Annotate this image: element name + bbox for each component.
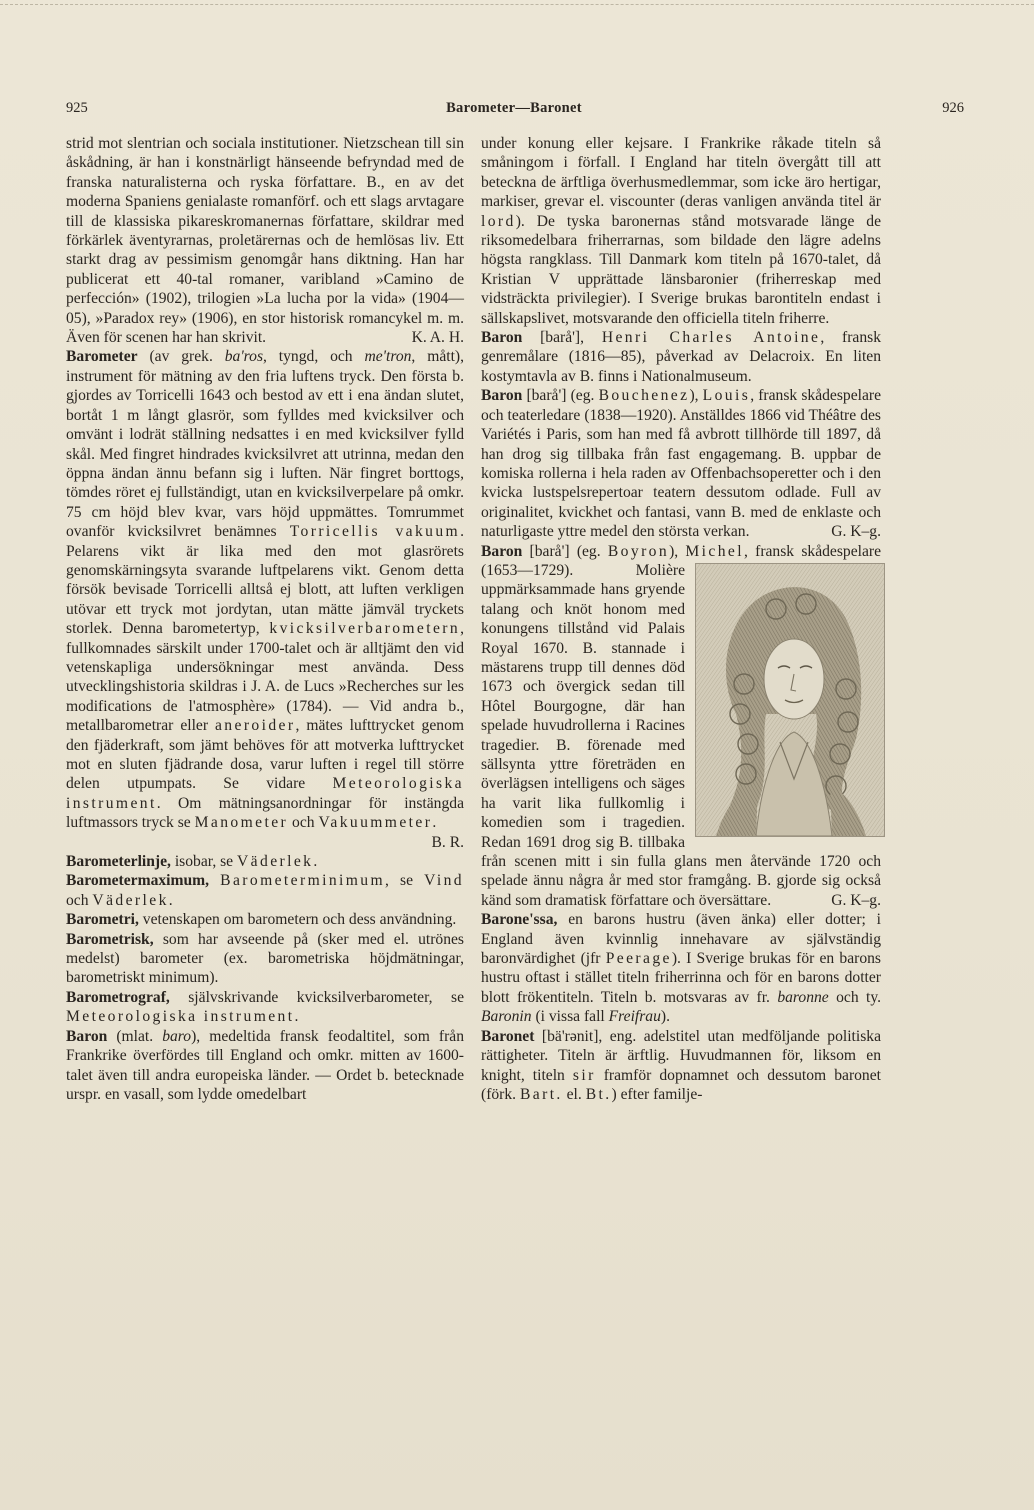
top-rule bbox=[0, 0, 1034, 5]
headword: Barometermaximum, bbox=[66, 872, 210, 890]
entry-text: , fransk skådespelare och teaterledare (1838—1920). Anställdes 1866 vid Théâtre des Variétés i Paris, som han med få avbrott tillhörde till 1897, då han drog sig tillbaka från fast engagemang. B. uppbar de komiska rollerna i hela raden av Offenbachsoperetter och i den kvicka lustspelsrepertoar teatern dessutom odlade. Full av originalitet, kvickhet och fantasi, vann B. med de enklaste och naturligaste yttre medel den största verkan. bbox=[481, 387, 881, 541]
entry-text: , fransk skådespelare (1653—1729). Molière uppmärksammade hans gryende talang och knöt honom med konungens tillstånd vid Palais Royal 1670. B. stannade i mästarens trupp till dennes död 1673 och övergick sedan till Hôtel Bourgogne, där han spelade huvudrollerna i Racines tragedier. B. förenade med sällsynta yttre företräden en överlägsen intelligens och säges ha varit lika fullkomlig i komedien som i tragedien. Redan 1691 drog sig B. tillbaka från scenen mitt i sin fulla glans men återvände 1720 och spelade ännu några år med stor framgång. B. gjorde sig också känd som dramatisk författare och översättare. bbox=[481, 542, 881, 909]
entry-text: , mätes lufttrycket genom den fjäderkraft, som jämt behöves för att motverka lufttrycket mot en sluten fjädrande dosa, varur luften i regel till större delen utpumpats. Se vidare bbox=[66, 717, 464, 793]
cross-reference: Manometer bbox=[194, 814, 289, 832]
entry-barometrograf bbox=[66, 988, 464, 1027]
entry-text: [barå'] (eg. bbox=[522, 387, 599, 405]
cross-reference: Peerage bbox=[605, 950, 672, 968]
entry-text: strid mot slentrian och sociala institutioner. Nietzschean till sin åskådning, är han i konstnärligt hänseende befryndad med de franska naturalisterna och ryska författare. B., en av det moderna Spaniens genialaste romanförf. och ett slags arvtagare till de klassiska pikareskromanernas författare, skildrar med förkärlek äventyrarnas, proletärernas och de hemlösas liv. Ett starkt drag av pessimism genomgår hans diktning. Han har publicerat ett 40-tal romaner, varibland »Camino de perfección» (1902), trilogien »La lucha por la vida» (1904—05), »Paradox rey» (1906), en stor historisk romancykel m. m. Även för scenen har han skrivit. bbox=[66, 135, 464, 347]
entry-continuation bbox=[66, 134, 464, 347]
cross-reference: Bart. bbox=[519, 1085, 563, 1103]
headword: Barometri, bbox=[66, 911, 139, 929]
entry-text: . bbox=[294, 1008, 299, 1026]
entry-text: och ty. bbox=[828, 988, 882, 1006]
cross-reference: Meteorologiska instrument bbox=[66, 775, 464, 812]
headword: Baronet bbox=[481, 1027, 535, 1045]
cross-reference: sir bbox=[572, 1066, 596, 1084]
entry-baron-henri bbox=[481, 328, 881, 386]
page-number-right: 926 bbox=[942, 100, 964, 116]
entry-text: [barå'] (eg. bbox=[522, 542, 608, 560]
entry-barometri bbox=[66, 910, 464, 929]
headword: Barone'ssa, bbox=[481, 911, 558, 929]
entry-text: vetenskapen om barometern och dess användning. bbox=[138, 911, 457, 929]
entry-text: under konung eller kejsare. I Frankrike råkade titeln så småningom i förfall. I England har titeln övergått till att beteckna de ärftliga överhusmedlemmar, som icke äro hertigar, markiser, grevar el. viscounter (deras vanligen använda titel är bbox=[481, 135, 881, 211]
entry-text: en barons hustru (även änka) eller dotter; i England även kvinnlig innehavare av självständig baronvärdighet (jfr bbox=[481, 911, 881, 968]
entry-baronessa bbox=[481, 910, 881, 1026]
person-name: Michel bbox=[685, 542, 744, 560]
entry-baron-continuation bbox=[481, 134, 881, 328]
entry-text: ba'ros bbox=[224, 348, 264, 366]
entry-baron-michel bbox=[481, 542, 881, 911]
author-signature: G. K–g. bbox=[831, 523, 881, 541]
entry-text: . bbox=[168, 891, 173, 909]
entry-text: Freifrau bbox=[608, 1008, 661, 1026]
running-title: Barometer—Baronet bbox=[446, 100, 582, 116]
entry-text: ), medeltida fransk feodaltitel, som från Frankrike överfördes till England och omkr. mitten av 1600-talet även till andra europeiska länder. — Ordet b. betecknade urspr. en vasall, som lydde omedelbart bbox=[66, 1027, 464, 1103]
entry-barometer bbox=[66, 347, 464, 851]
entry-text: (av grek. bbox=[137, 348, 225, 366]
headword: Baron bbox=[481, 387, 523, 405]
entry-text: . Om mätningsanordningar för instängda luftmassors tryck se bbox=[66, 794, 464, 832]
headword: Baron bbox=[66, 1027, 108, 1045]
entry-text: [barå'], bbox=[522, 329, 602, 347]
entry-text: som har avseende på (sker med el. utrönes medelst) barometer (ex. barometriska höjdmätningar, barometriskt minimum). bbox=[66, 930, 464, 987]
cross-reference: kvicksilverbarometern bbox=[269, 620, 461, 638]
cross-reference: Väderlek bbox=[237, 853, 314, 871]
entry-text: ) efter familje- bbox=[611, 1085, 703, 1103]
author-signature: K. A. H. bbox=[411, 329, 464, 347]
entry-text: och bbox=[66, 891, 93, 909]
person-name: Louis bbox=[702, 387, 751, 405]
entry-text: baro bbox=[162, 1027, 192, 1045]
portrait-figure bbox=[695, 563, 883, 841]
cross-reference: Barometerminimum bbox=[220, 872, 386, 890]
entry-text bbox=[209, 872, 220, 889]
entry-text: . bbox=[432, 814, 437, 832]
entry-text: (i vissa fall bbox=[531, 1008, 609, 1026]
entry-text: Baronin bbox=[481, 1008, 532, 1026]
author-signature: B. R. bbox=[431, 833, 464, 851]
cross-reference: Vakuummeter bbox=[318, 814, 433, 832]
entry-baronet bbox=[481, 1027, 881, 1105]
portrait-engraving bbox=[696, 564, 884, 836]
headword: Barometrisk, bbox=[66, 930, 154, 948]
cross-reference: Bt. bbox=[585, 1085, 612, 1103]
entry-barometerlinje bbox=[66, 852, 464, 871]
entry-text: . Pelarens vikt är lika med den mot glasrörets genomskärningsyta svarande luftpelarens vikt. Genom detta försök bevisade Torricelli alltså ej blott, att luften verkligen utövar ett tryck mot jordytan, utan mätte jämväl tryckets storlek. Denna barometertyp, bbox=[66, 523, 464, 638]
entry-text: , mått), instrument för mätning av den fria luftens tryck. Den första b. gjordes av Torricelli 1643 och bestod av ett i ena ändan slutet, bortåt 1 m långt glasrör, som fylldes med kvicksilver och omvänt i lodrät ställning nedsattes i en med kvicksilver fylld skål. Med fingret hindrades kvicksilvret att utrinna, medan den öppna ändan ännu befann sig i luften. När fingret borttogs, tömdes röret ej fullständigt, utan en kvicksilverpelare på omkr. 75 cm höjd blev kvar, vars höjd uppmättes. Tomrummet ovanför kvicksilvret benämnes bbox=[66, 348, 464, 541]
entry-text: isobar, se bbox=[170, 853, 238, 871]
cross-reference: aneroider bbox=[214, 717, 296, 735]
entry-text: ), bbox=[689, 387, 703, 405]
entry-text: . bbox=[313, 853, 318, 871]
entry-text: självskrivande kvicksilverbarometer, se bbox=[169, 988, 464, 1006]
headword: Barometerlinje, bbox=[66, 853, 171, 871]
entry-text: , tyngd, och bbox=[263, 348, 365, 366]
entry-text: baronne bbox=[777, 988, 829, 1006]
entry-text: ). bbox=[660, 1008, 670, 1026]
entry-text: ). De tyska baronernas stånd motsvarade länge de riksomedelbara friherrarnas, som bildade den lägre adelns högsta rangklass. Till Danmark kom titeln på 1670-talet, då Kristian V upprättade länsbaronier (friherreskap med vidsträckta privilegier). I Sverige brukas barontiteln endast i sällskapslivet, motsvarande den officiella titeln friherre. bbox=[481, 212, 881, 327]
entry-text: och bbox=[288, 814, 319, 832]
cross-reference: Vind bbox=[424, 872, 465, 890]
portrait-image bbox=[695, 563, 885, 837]
left-column bbox=[66, 134, 464, 1104]
entry-barometermaximum bbox=[66, 871, 464, 910]
entry-text: ), bbox=[669, 542, 686, 560]
entry-barometrisk bbox=[66, 930, 464, 988]
entry-text: el. bbox=[562, 1085, 586, 1103]
page-number-left: 925 bbox=[66, 100, 88, 116]
entry-baron bbox=[66, 1027, 464, 1105]
headword: Baron bbox=[481, 542, 523, 560]
cross-reference: Väderlek bbox=[92, 891, 169, 909]
entry-text: me'tron bbox=[364, 348, 412, 366]
cross-reference: lord bbox=[481, 212, 516, 230]
entry-text: , fullkomnades särskilt under 1700-talet och är alltjämt den vid vetenskapliga undersökningar mest använda. Dess utvecklingshistoria skildras i J. A. de Lucs »Recherches sur les modifications de l'atmosphère» (1784). — Vid andra b., metallbarometrar eller bbox=[66, 620, 464, 735]
entry-text: framför dopnamnet och dessutom baronet (förk. bbox=[481, 1066, 881, 1103]
running-header bbox=[64, 100, 964, 124]
author-signature: G. K–g. bbox=[831, 891, 881, 909]
entry-text: (mlat. bbox=[107, 1027, 163, 1045]
entry-text: , fransk genremålare (1816—85), påverkad av Delacroix. En liten kostymtavla av B. finns i Nationalmuseum. bbox=[481, 329, 881, 385]
entry-text: , se bbox=[385, 872, 425, 890]
person-name: Henri Charles Antoine bbox=[601, 329, 821, 347]
entry-baron-louis bbox=[481, 386, 881, 541]
right-column bbox=[481, 134, 881, 1104]
person-name: Boyron bbox=[607, 542, 670, 560]
headword: Baron bbox=[481, 329, 523, 347]
entry-text: [bä'rənit], eng. adelstitel utan medföljande politiska rättigheter. Titeln är ärftlig. Huvudmannen för, liksom en knight, titeln bbox=[481, 1027, 881, 1084]
person-name: Bouchenez bbox=[598, 387, 690, 405]
entry-text: ). I Sverige brukas för en barons hustru oftast i stället titeln friherrinna och för en barons dotter blott frökentiteln. Titeln b. motsvaras av fr. bbox=[481, 950, 881, 1006]
cross-reference: Meteorologiska instrument bbox=[66, 1008, 295, 1026]
cross-reference: Torricellis vakuum bbox=[289, 523, 461, 541]
headword: Barometrograf, bbox=[66, 988, 170, 1006]
headword: Barometer bbox=[66, 348, 138, 366]
